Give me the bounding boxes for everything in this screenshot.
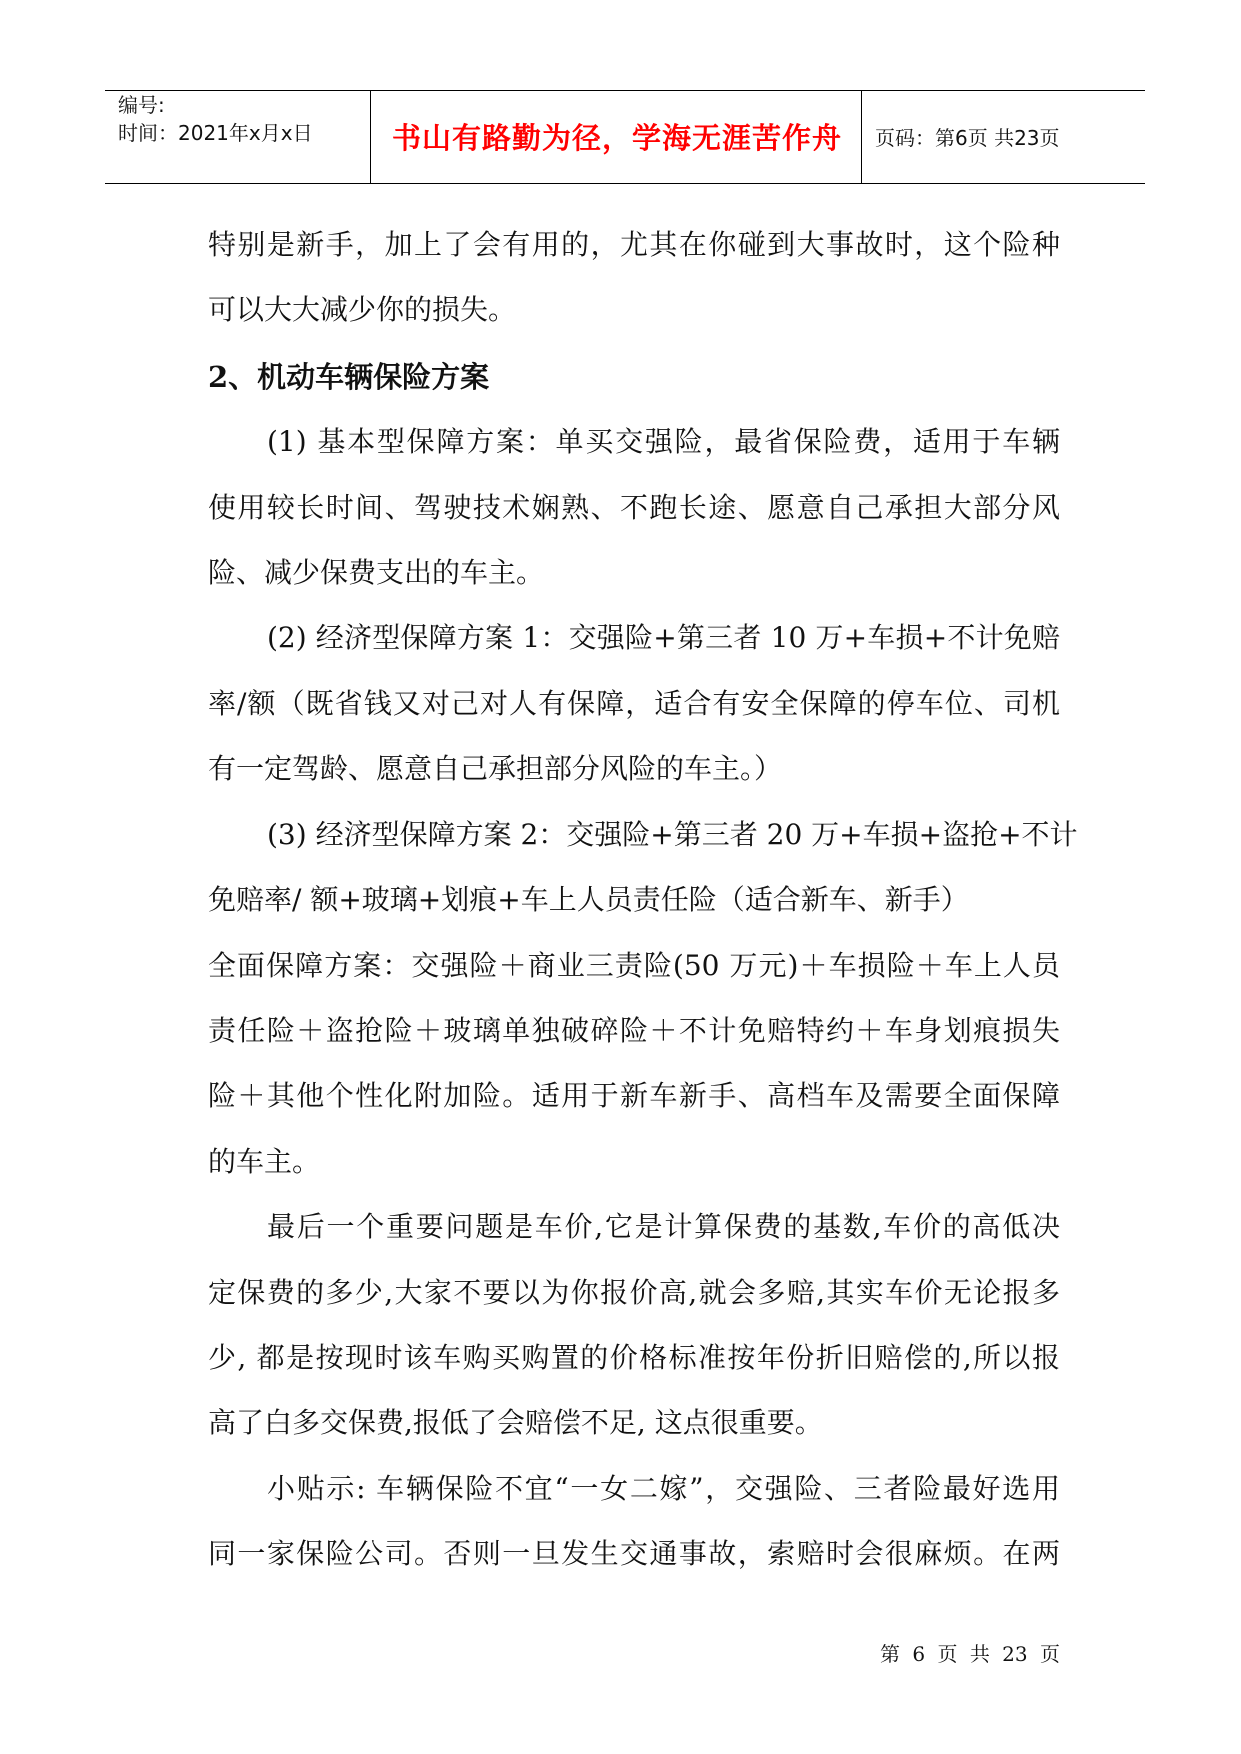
header-divider [861,90,862,183]
body-line: 定保费的多少,大家不要以为你报价高,就会多赔,其实车价无论报多 [208,1276,1060,1309]
body-line: 高了白多交保费,报低了会赔偿不足, 这点很重要。 [208,1406,823,1439]
section-heading: 2、机动车辆保险方案 [208,360,490,394]
document-time-label: 时间：2021年x月x日 [118,121,313,145]
body-line: 险＋其他个性化附加险。适用于新车新手、高档车及需要全面保障 [208,1079,1060,1112]
body-line: 有一定驾龄、愿意自己承担部分风险的车主。） [208,752,783,785]
body-line: 使用较长时间、驾驶技术娴熟、不跑长途、愿意自己承担大部分风 [208,491,1060,524]
body-line: 险、减少保费支出的车主。 [208,556,545,589]
body-line: 小贴示: 车辆保险不宜“一女二嫁”，交强险、三者险最好选用 [267,1472,1060,1505]
document-number-label: 编号: [118,93,165,117]
body-line: 可以大大减少你的损失。 [208,293,517,326]
header-top-rule [105,90,1145,91]
body-line: 率/额（既省钱又对己对人有保障，适合有安全保障的停车位、司机 [208,687,1060,720]
body-line: 特别是新手，加上了会有用的，尤其在你碰到大事故时，这个险种 [208,228,1060,261]
header-page-label: 页码：第6页 共23页 [875,126,1060,150]
body-line: (1) 基本型保障方案：单买交强险，最省保险费，适用于车辆 [267,425,1060,458]
body-line: 责任险＋盗抢险＋玻璃单独破碎险＋不计免赔特约＋车身划痕损失 [208,1014,1060,1047]
header-divider [370,90,371,183]
body-line: 的车主。 [208,1145,321,1178]
header-bottom-rule [105,183,1145,184]
body-line: (2) 经济型保障方案 1：交强险+第三者 10 万+车损+不计免赔 [267,621,1060,654]
body-line: 免赔率/ 额+玻璃+划痕+车上人员责任险（适合新车、新手） [208,883,969,916]
body-line: (3) 经济型保障方案 2：交强险+第三者 20 万+车损+盗抢+不计 [267,818,1078,851]
body-line: 最后一个重要问题是车价,它是计算保费的基数,车价的高低决 [267,1210,1060,1243]
header-motto: 书山有路勤为径，学海无涯苦作舟 [392,121,843,155]
footer-page-number: 第 6 页 共 23 页 [880,1642,1060,1666]
body-line: 同一家保险公司。否则一旦发生交通事故，索赔时会很麻烦。在两 [208,1537,1060,1570]
body-line: 全面保障方案：交强险＋商业三责险(50 万元)＋车损险＋车上人员 [208,949,1060,982]
body-line: 少, 都是按现时该车购买购置的价格标准按年份折旧赔偿的,所以报 [208,1341,1060,1374]
